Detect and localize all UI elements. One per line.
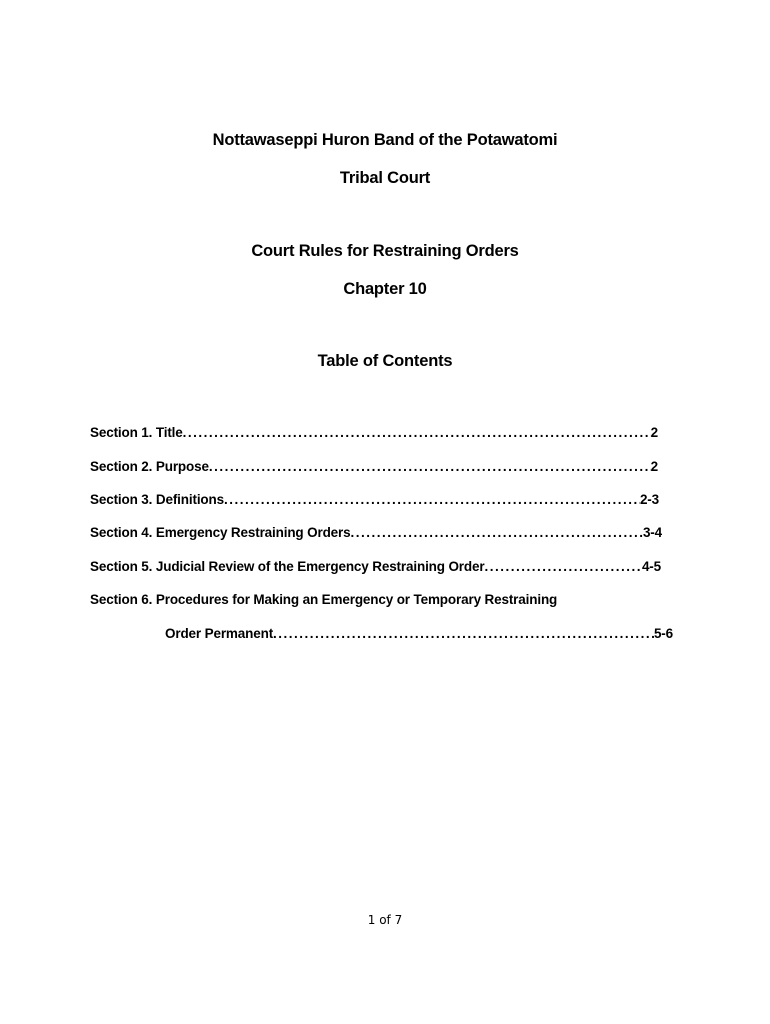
toc-entry-section-3 (90, 492, 659, 507)
toc-entry-label: Section 2. Purpose (90, 459, 209, 474)
toc-entry-label: Section 1. Title (90, 425, 183, 440)
toc-title: Table of Contents (317, 352, 453, 370)
court-heading: Tribal Court (339, 169, 431, 187)
toc-entry-label: Section 3. Definitions (90, 492, 224, 507)
organization-heading: Nottawaseppi Huron Band of the Potawatomi (212, 131, 558, 149)
toc-entry-section-5 (90, 559, 661, 574)
chapter-heading: Chapter 10 (343, 280, 427, 298)
toc-dot-leader (224, 492, 640, 507)
toc-dot-leader (273, 626, 654, 641)
page-number-footer: 1 of 7 (367, 913, 403, 927)
toc-entry-section-1 (90, 425, 658, 440)
toc-dot-leader (183, 425, 651, 440)
toc-entry-label: Section 4. Emergency Restraining Orders (90, 525, 351, 540)
toc-entry-section-6-line1: Section 6. Procedures for Making an Emergency or Temporary Restraining (90, 592, 558, 607)
toc-entry-page: 2 (650, 425, 658, 440)
toc-entry-section-6 (165, 626, 673, 641)
rules-title: Court Rules for Restraining Orders (251, 242, 519, 260)
toc-entry-page: 2 (650, 459, 658, 474)
toc-entry-label: Order Permanent (165, 626, 274, 641)
toc-entry-page: 5-6 (653, 626, 673, 641)
toc-entry-page: 4-5 (641, 559, 661, 574)
toc-entry-section-2 (90, 459, 658, 474)
toc-entry-page: 3-4 (642, 525, 662, 540)
toc-entry-section-4 (90, 525, 662, 540)
toc-entry-page: 2-3 (639, 492, 659, 507)
toc-dot-leader (484, 559, 641, 574)
toc-dot-leader (209, 459, 651, 474)
toc-entry-label: Section 5. Judicial Review of the Emergency Restraining Order (90, 559, 485, 574)
toc-dot-leader (351, 525, 643, 540)
